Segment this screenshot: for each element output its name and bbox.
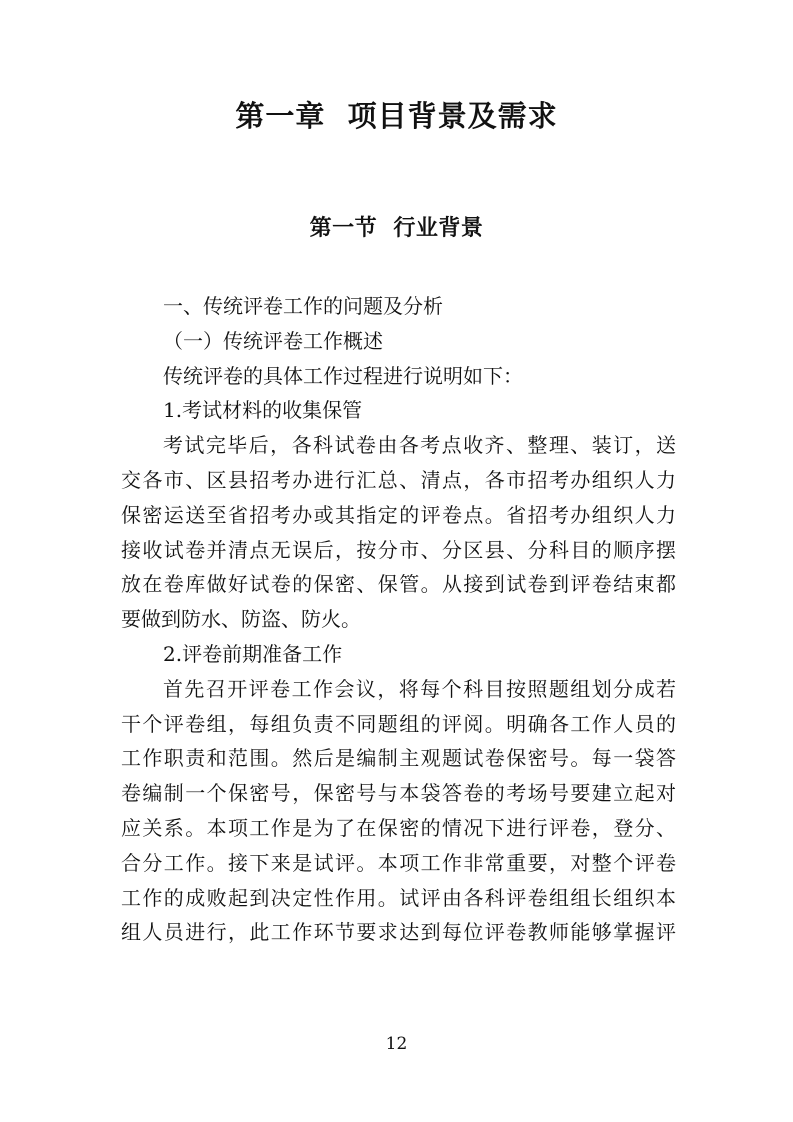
paragraph-line: 工作的成败起到决定性作用。试评由各科评卷组组长组织本 <box>121 885 676 910</box>
paragraph-line: 工作职责和范围。然后是编制主观题试卷保密号。每一袋答 <box>121 746 676 771</box>
section-title: 第一节 行业背景 <box>309 216 484 241</box>
paragraph-line: 交各市、区县招考办进行汇总、清点，各市招考办组织人力 <box>121 467 676 492</box>
paragraph-line: 卷编制一个保密号，保密号与本袋答卷的考场号要建立起对 <box>121 781 676 806</box>
page-number: 12 <box>385 1034 408 1054</box>
chapter-title: 第一章 项目背景及需求 <box>235 99 558 133</box>
paragraph-line: 干个评卷组，每组负责不同题组的评阅。明确各工作人员的 <box>121 711 676 736</box>
paragraph-line: 保密运送至省招考办或其指定的评卷点。省招考办组织人力 <box>121 502 676 527</box>
paragraph-line: 接收试卷并清点无误后，按分市、分区县、分科目的顺序摆 <box>121 537 676 562</box>
paragraph-line: 要做到防水、防盗、防火。 <box>121 607 361 632</box>
paragraph-line: 传统评卷的具体工作过程进行说明如下： <box>163 363 523 388</box>
heading-level-2: （一）传统评卷工作概述 <box>163 328 383 353</box>
paragraph-line: 考试完毕后，各科试卷由各考点收齐、整理、装订，送 <box>163 433 676 458</box>
paragraph-line: 合分工作。接下来是试评。本项工作非常重要，对整个评卷 <box>121 850 676 875</box>
paragraph-line: 首先召开评卷工作会议，将每个科目按照题组划分成若 <box>163 676 676 701</box>
heading-level-3: 2.评卷前期准备工作 <box>163 641 343 666</box>
paragraph-line: 组人员进行，此工作环节要求达到每位评卷教师能够掌握评 <box>121 920 676 945</box>
paragraph-line: 放在卷库做好试卷的保密、保管。从接到试卷到评卷结束都 <box>121 572 676 597</box>
heading-level-1: 一、传统评卷工作的问题及分析 <box>163 294 443 318</box>
body-text <box>121 289 676 950</box>
heading-level-3: 1.考试材料的收集保管 <box>163 398 363 423</box>
paragraph-line: 应关系。本项工作是为了在保密的情况下进行评卷，登分、 <box>121 815 676 840</box>
